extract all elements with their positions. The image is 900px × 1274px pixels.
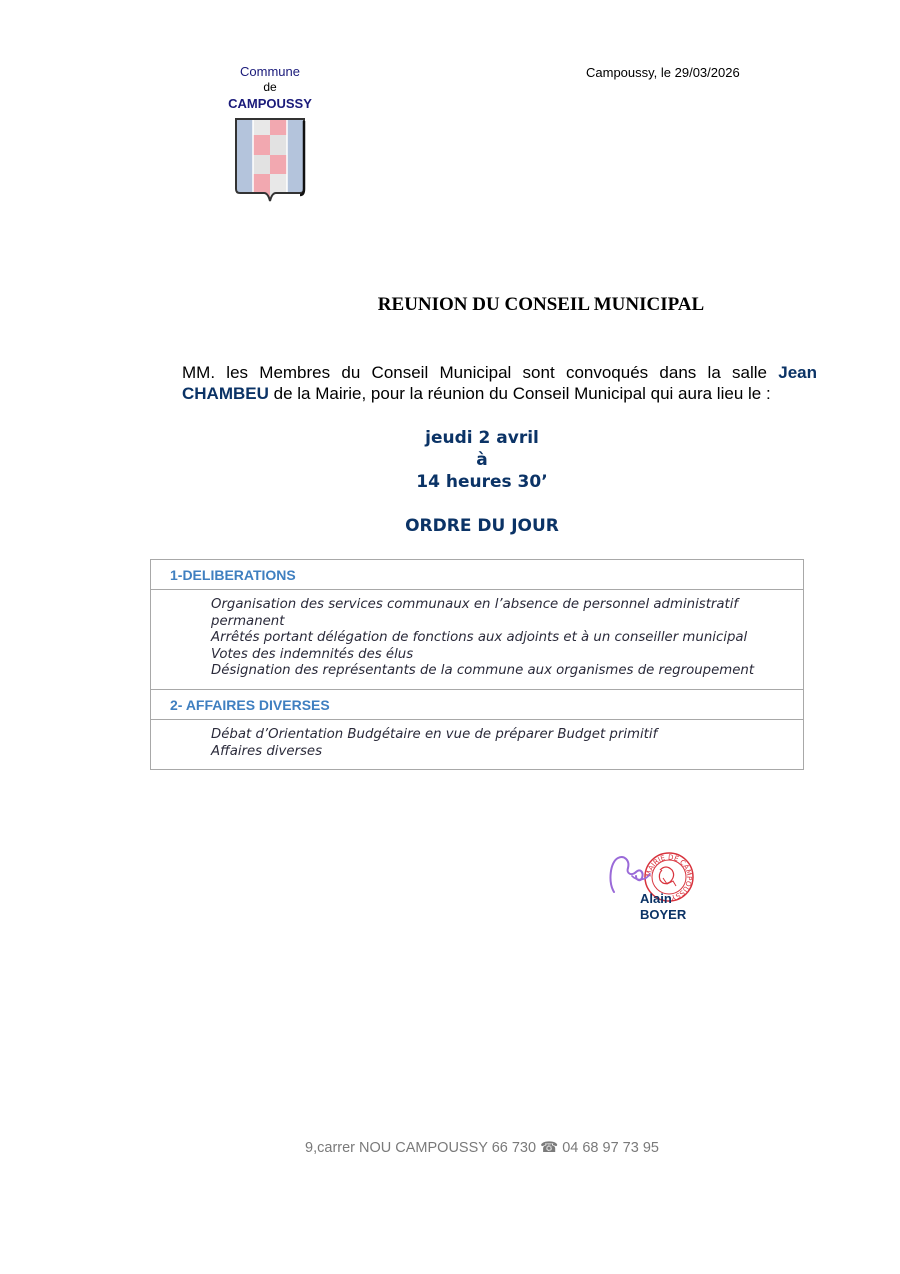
agenda-section-items-deliberations xyxy=(151,590,803,690)
agenda-item: Désignation des représentants de la commune aux organismes de regroupement xyxy=(211,663,755,679)
signatory-last-name: BOYER xyxy=(640,907,687,922)
document-title: REUNION DU CONSEIL MUNICIPAL xyxy=(377,294,705,315)
footer-address xyxy=(0,1140,900,1156)
agenda-item: Votes des indemnités des élus xyxy=(211,646,414,662)
signatory-name xyxy=(640,891,686,923)
coat-of-arms-icon xyxy=(234,117,306,207)
intro-text-after: de la Mairie, pour la réunion du Conseil Municipal qui aura lieu le : xyxy=(268,384,771,403)
phone-icon: ☎ xyxy=(540,1140,559,1156)
agenda-section-heading-deliberations: 1-DELIBERATIONS xyxy=(151,560,803,590)
stamp-text: MAIRIE DE CAMPOUSSY xyxy=(644,853,694,902)
logo-commune-label: Commune xyxy=(240,64,300,79)
meeting-date: jeudi 2 avril xyxy=(425,428,539,448)
date-line: Campoussy, le 29/03/2026 xyxy=(586,65,740,80)
logo-commune-name: CAMPOUSSY xyxy=(228,96,312,111)
agenda-section-items-affaires-diverses xyxy=(151,720,803,769)
intro-text-before: MM. les Membres du Conseil Municipal sont convoqués dans la salle xyxy=(182,363,779,382)
agenda-item: Débat d’Orientation Budgétaire en vue de préparer Budget primitif xyxy=(211,726,658,742)
agenda-title: ORDRE DU JOUR xyxy=(405,516,559,536)
agenda-item: Arrêtés portant délégation de fonctions aux adjoints et à un conseiller municipal xyxy=(211,630,748,646)
commune-logo xyxy=(200,64,340,207)
meeting-at: à xyxy=(476,450,488,470)
meeting-time: 14 heures 30’ xyxy=(416,472,548,492)
footer-phone: 04 68 97 73 95 xyxy=(562,1140,659,1156)
agenda-table xyxy=(150,559,804,770)
meeting-room-name: Jean CHAMBEU xyxy=(182,363,817,403)
convocation-paragraph xyxy=(182,362,817,404)
logo-de-label: de xyxy=(263,80,277,94)
agenda-section-heading-affaires-diverses: 2- AFFAIRES DIVERSES xyxy=(151,690,803,720)
footer-address-text: 9,carrer NOU CAMPOUSSY 66 730 xyxy=(305,1140,537,1156)
agenda-item: Organisation des services communaux en l’absence de personnel administratif permanent xyxy=(211,597,739,629)
agenda-item: Affaires diverses xyxy=(211,743,323,759)
signatory-first-name: Alain xyxy=(640,891,672,906)
